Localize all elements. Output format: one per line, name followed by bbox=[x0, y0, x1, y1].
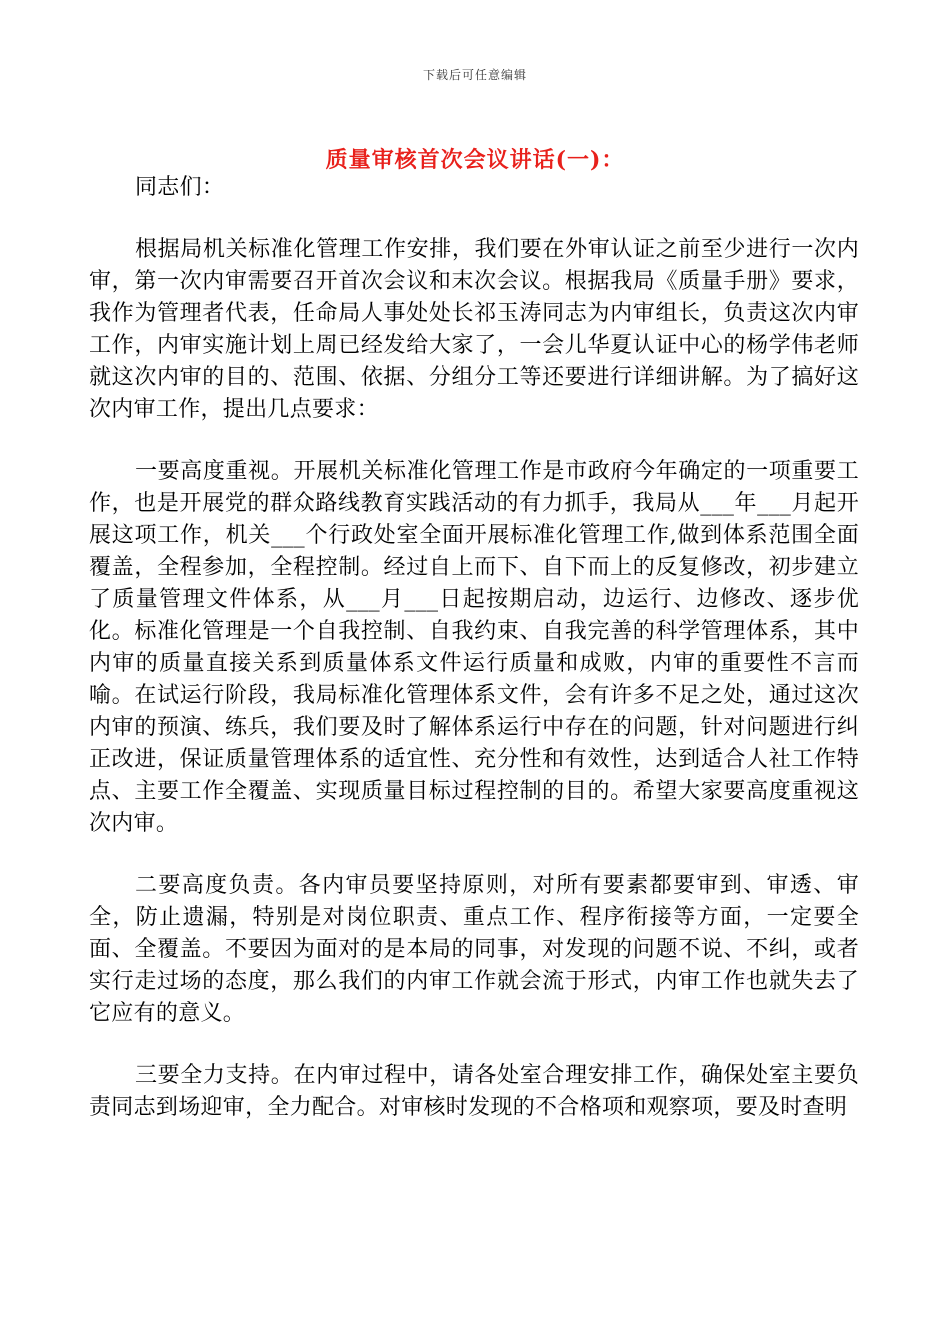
paragraph-requirement-three: 三要全力支持。在内审过程中，请各处室合理安排工作，确保处室主要负责同志到场迎审，全力配合。对审核时发现的不合格项和观察项，要及时查明 bbox=[89, 1063, 859, 1120]
salutation: 同志们： bbox=[135, 175, 225, 200]
paragraph-intro: 根据局机关标准化管理工作安排，我们要在外审认证之前至少进行一次内审，第一次内审需要召开首次会议和末次会议。根据我局《质量手册》要求，我作为管理者代表，任命局人事处处长祁玉涛同志为内审组长，负责这次内审工作，内审实施计划上周已经发给大家了，一会儿华夏认证中心的杨学伟老师就这次内审的目的、范围、依据、分组分工等还要进行详细讲解。为了搞好这次内审工作，提出几点要求： bbox=[89, 237, 859, 422]
document-body bbox=[89, 172, 859, 1154]
paragraph-requirement-one: 一要高度重视。开展机关标准化管理工作是市政府今年确定的一项重要工作，也是开展党的群众路线教育实践活动的有力抓手，我局从___年___月起开展这项工作，机关___个行政处室全面开展标准化管理工作,做到体系范围全面覆盖，全程参加，全程控制。经过自上而下、自下而上的反复修改，初步建立了质量管理文件体系，从___月___日起按期启动，边运行、边修改、逐步优化。标准化管理是一个自我控制、自我约束、自我完善的科学管理体系，其中内审的质量直接关系到质量体系文件运行质量和成败，内审的重要性不言而喻。在试运行阶段，我局标准化管理体系文件，会有许多不足之处，通过这次内审的预演、练兵，我们要及时了解体系运行中存在的问题，针对问题进行纠正改进，保证质量管理体系的适宜性、充分性和有效性，达到适合人社工作特点、主要工作全覆盖、实现质量目标过程控制的目的。希望大家要高度重视这次内审。 bbox=[89, 459, 859, 836]
page-header-note: 下载后可任意编辑 bbox=[422, 68, 527, 82]
paragraph-requirement-two: 二要高度负责。各内审员要坚持原则，对所有要素都要审到、审透、审全，防止遗漏，特别是对岗位职责、重点工作、程序衔接等方面，一定要全面、全覆盖。不要因为面对的是本局的同事，对发现的问题不说、不纠，或者实行走过场的态度，那么我们的内审工作就会流于形式，内审工作也就失去了它应有的意义。 bbox=[89, 873, 859, 1026]
document-title: 质量审核首次会议讲话(一)： bbox=[325, 147, 625, 173]
